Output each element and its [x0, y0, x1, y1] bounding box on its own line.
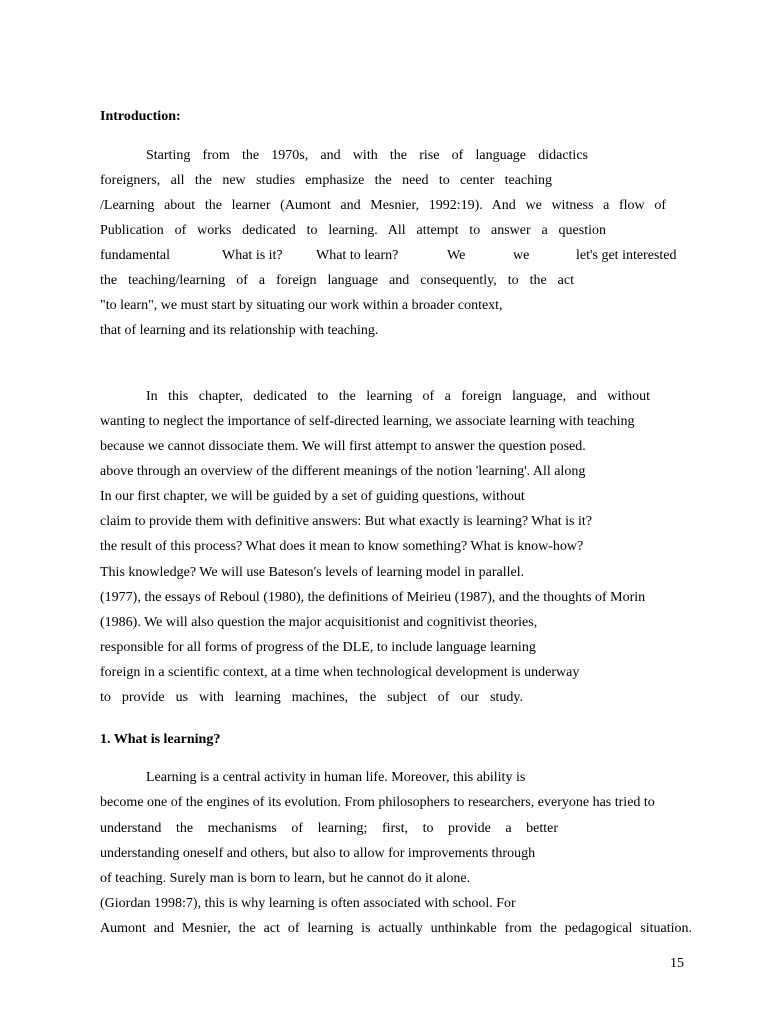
text-line: Starting from the 1970s, and with the rise of language didactics	[146, 148, 588, 163]
text-line: understand the mechanisms of learning; first, to provide a better	[100, 821, 558, 836]
text-line: Aumont and Mesnier, the act of learning is actually unthinkable from the pedagogical situation.	[100, 921, 692, 936]
text-line: claim to provide them with definitive answers: But what exactly is learning? What is it?	[100, 514, 592, 529]
text-line: In our first chapter, we will be guided by a set of guiding questions, without	[100, 489, 525, 504]
text-line: Publication of works dedicated to learning. All attempt to answer a question	[100, 223, 606, 238]
text-line: (Giordan 1998:7), this is why learning is often associated with school. For	[100, 896, 516, 911]
text-line: to provide us with learning machines, the subject of our study.	[100, 690, 523, 705]
intro-heading: Introduction:	[100, 109, 181, 124]
text-fragment: let's get interested	[576, 248, 677, 263]
text-fragment: We	[447, 248, 466, 263]
text-line: the result of this process? What does it mean to know something? What is know-how?	[100, 539, 584, 554]
text-fragment: fundamental	[100, 248, 170, 263]
text-line: "to learn", we must start by situating our work within a broader context,	[100, 298, 503, 313]
text-line: Learning is a central activity in human life. Moreover, this ability is	[146, 770, 526, 785]
text-fragment: What to learn?	[316, 248, 399, 263]
text-line: the teaching/learning of a foreign language and consequently, to the act	[100, 273, 574, 288]
text-fragment: What is it?	[222, 248, 283, 263]
text-line: This knowledge? We will use Bateson's levels of learning model in parallel.	[100, 565, 525, 580]
text-line: wanting to neglect the importance of self-directed learning, we associate learning with teaching	[100, 414, 635, 429]
text-line: foreign in a scientific context, at a time when technological development is underway	[100, 665, 580, 680]
text-line: of teaching. Surely man is born to learn, but he cannot do it alone.	[100, 871, 471, 886]
text-line: (1986). We will also question the major acquisitionist and cognitivist theories,	[100, 615, 538, 630]
section-heading: 1. What is learning?	[100, 732, 221, 747]
page-number: 15	[670, 956, 684, 971]
text-line: above through an overview of the different meanings of the notion 'learning'. All along	[100, 464, 586, 479]
text-line: responsible for all forms of progress of the DLE, to include language learning	[100, 640, 536, 655]
text-line: that of learning and its relationship with teaching.	[100, 323, 379, 338]
text-line: understanding oneself and others, but also to allow for improvements through	[100, 846, 536, 861]
text-line: In this chapter, dedicated to the learning of a foreign language, and without	[146, 389, 650, 404]
text-line: become one of the engines of its evolution. From philosophers to researchers, everyone has tried to	[100, 795, 655, 810]
text-fragment: we	[513, 248, 530, 263]
text-line: because we cannot dissociate them. We will first attempt to answer the question posed.	[100, 439, 586, 454]
text-line: (1977), the essays of Reboul (1980), the definitions of Meirieu (1987), and the thoughts of Morin	[100, 590, 646, 605]
text-line: /Learning about the learner (Aumont and Mesnier, 1992:19). And we witness a flow of	[100, 198, 666, 213]
text-line: foreigners, all the new studies emphasize the need to center teaching	[100, 173, 552, 188]
